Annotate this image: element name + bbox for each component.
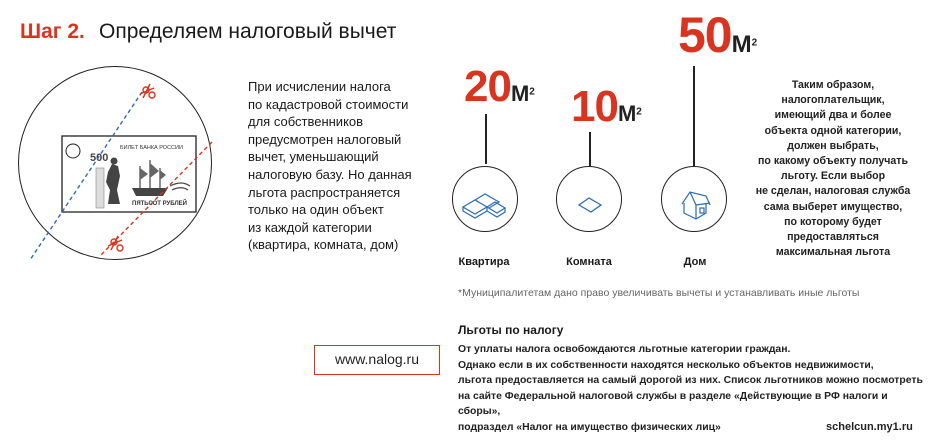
- area-number: 20: [464, 62, 511, 111]
- intro-line: При исчислении налога: [248, 79, 391, 94]
- area-apartment: [464, 62, 535, 112]
- apartment-icon-circle: [452, 166, 518, 232]
- side-line: предоставляться: [787, 231, 879, 244]
- benefits-line: подраздел «Налог на имущество физических лиц»: [458, 421, 721, 433]
- intro-line: льгота распространяется: [248, 184, 401, 200]
- banknote-denomination: 500: [90, 152, 109, 164]
- banknote-top-text: БИЛЕТ БАНКА РОССИИ: [120, 145, 183, 151]
- intro-line: только на один объект: [248, 202, 384, 218]
- side-line: Таким образом,: [791, 79, 875, 91]
- side-line: должен выбрать,: [787, 139, 879, 152]
- intro-line: вычет, уменьшающий: [248, 149, 379, 165]
- side-line: по какому объекту получать: [758, 155, 908, 168]
- intro-line: для собственников: [248, 114, 364, 130]
- side-line: имеющий два и более: [774, 109, 892, 122]
- benefits-title: Льготы по налогу: [458, 323, 564, 337]
- connector-line: [485, 114, 487, 164]
- page-title: Определяем налоговый вычет: [99, 20, 397, 43]
- scissors-top-icon: [140, 84, 155, 98]
- benefits-line: От уплаты налога освобождаются льготные категории граждан.: [458, 344, 791, 355]
- intro-line: (квартира, комната, дом): [248, 237, 399, 253]
- area-superscript: 2: [751, 37, 758, 49]
- intro-line: по кадастровой стоимости: [248, 96, 409, 112]
- area-unit: М: [731, 31, 752, 58]
- area-house: [678, 6, 757, 64]
- area-unit: М: [510, 81, 530, 106]
- area-number: 10: [571, 82, 618, 131]
- intro-paragraph: [248, 78, 438, 254]
- house-icon-circle: [661, 166, 727, 232]
- connector-line: [589, 132, 591, 166]
- intro-line: предусмотрен налоговый: [248, 131, 402, 147]
- side-line: не сделан, налоговая служба: [755, 185, 911, 198]
- side-line: сама выберет имущество,: [763, 200, 903, 213]
- area-number: 50: [678, 7, 732, 63]
- side-line: по которому будет: [784, 215, 882, 228]
- category-label-apartment: Квартира: [458, 256, 510, 268]
- room-plan-icon: [557, 167, 621, 231]
- benefits-line: Однако если в их собственности находятся несколько объектов недвижимости,: [458, 359, 874, 371]
- side-explanation: [748, 78, 918, 260]
- benefits-line: на сайте Федеральной налоговой службы в разделе «Действующие в РФ налоги и сборы»,: [458, 390, 888, 418]
- banknote-bottom-text: ПЯТЬСОТ РУБЛЕЙ: [132, 201, 187, 207]
- intro-line: из каждой категории: [248, 219, 372, 235]
- footnote: *Муниципалитетам дано право увеличивать вычеты и устанавливать иные льготы: [458, 287, 860, 299]
- connector-line: [693, 66, 695, 166]
- house-icon: [662, 167, 726, 231]
- room-icon-circle: [556, 166, 622, 232]
- side-line: льготу. Если выбор: [780, 170, 886, 183]
- website-link[interactable]: www.nalog.ru: [314, 345, 440, 375]
- area-superscript: 2: [636, 106, 642, 118]
- side-line: налогоплательщик,: [781, 94, 885, 107]
- scissors-bottom-icon: [108, 236, 123, 251]
- watermark: schelcun.my1.ru: [826, 421, 913, 433]
- category-label-room: Комната: [566, 256, 612, 268]
- intro-line: налоговую базу. Но данная: [248, 166, 412, 182]
- area-superscript: 2: [529, 86, 535, 98]
- step-label: Шаг 2.: [20, 20, 85, 43]
- area-unit: М: [617, 101, 637, 126]
- banknote-illustration: [0, 60, 240, 280]
- side-line: объекта одной категории,: [764, 124, 902, 137]
- apartment-plan-icon: [453, 167, 517, 231]
- area-room: [571, 82, 642, 132]
- side-line: максимальная льгота: [775, 246, 891, 259]
- benefits-line: льгота предоставляется на самый дорогой из них. Список льготников можно посмотреть: [458, 375, 923, 387]
- category-label-house: Дом: [683, 256, 707, 268]
